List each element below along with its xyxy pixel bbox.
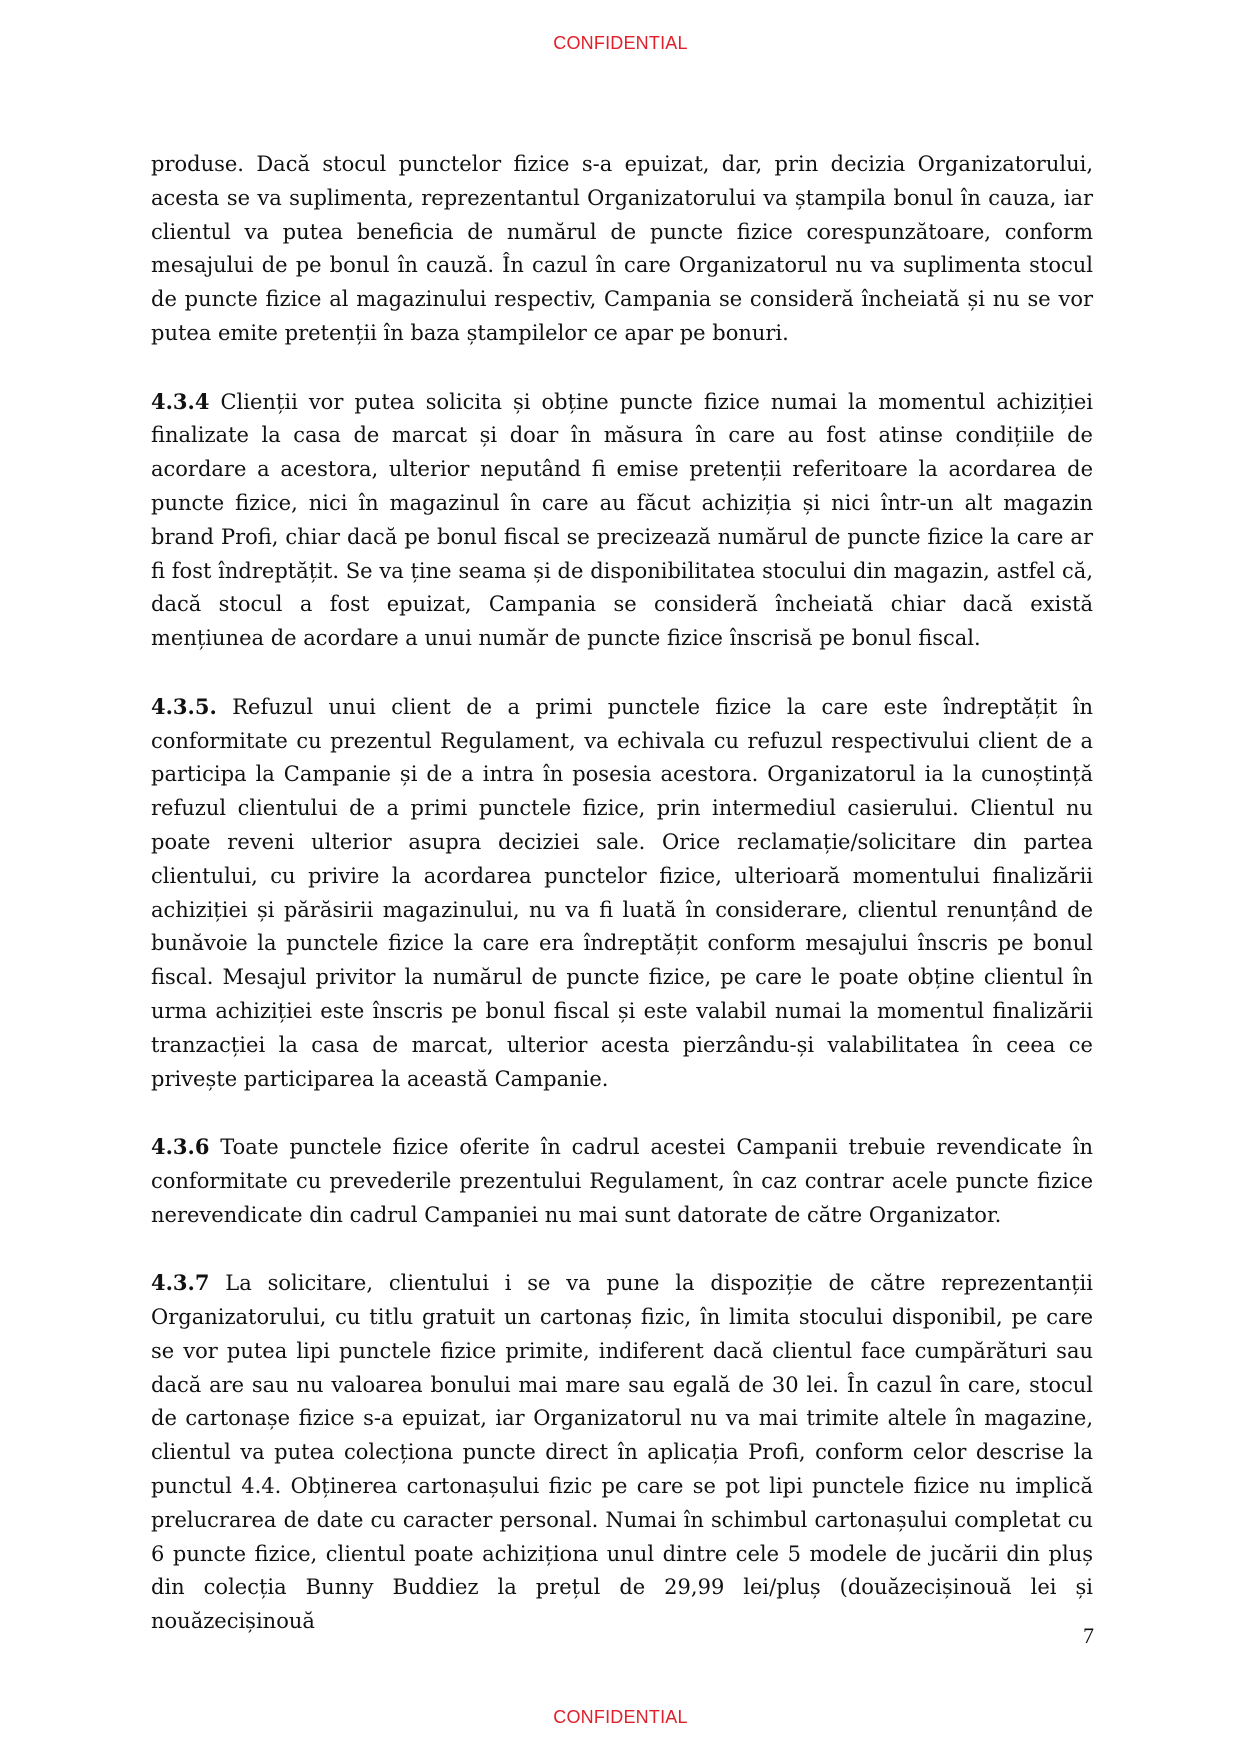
paragraph-text: Toate punctele fizice oferite în cadrul acestei Campanii trebuie revendicate în conformitate cu prevederile prezentului Regulament, în caz contrar acele puncte fizice nerevendicate din cadrul Campaniei nu mai sunt datorate de către Organizator. [151, 1135, 1093, 1227]
paragraph-4-3-4 [151, 385, 1093, 656]
page-number: 7 [1083, 1623, 1094, 1648]
section-number: 4.3.4 [151, 388, 210, 414]
paragraph-text: produse. Dacă stocul punctelor fizice s-a epuizat, dar, prin decizia Organizatorului, acesta se va suplimenta, reprezentantul Organizatorului va ștampila bonul în cauza, iar clientul va putea beneficia de numărul de puncte fizice corespunzătoare, conform mesajului de pe bonul în cauză. În cazul în care Organizatorul nu va suplimenta stocul de puncte fizice al magazinului respectiv, Campania se consideră încheiată și nu se vor putea emite pretenții în baza ștampilelor ce apar pe bonuri. [151, 152, 1093, 345]
paragraph-text: Refuzul unui client de a primi punctele fizice la care este îndreptățit în conformitate cu prezentul Regulament, va echivala cu refuzul respectivului client de a participa la Campanie și de a intra în posesia acestora. Organizatorul ia la cunoștință refuzul clientului de a primi punctele fizice, prin intermediul casierului. Clientul nu poate reveni ulterior asupra deciziei sale. Orice reclamație/solicitare din partea clientului, cu privire la acordarea punctelor fizice, ulterioară momentului finalizării achiziției și părăsirii magazinului, nu va fi luată în considerare, clientul renunțând de bunăvoie la punctele fizice la care era îndreptățit conform mesajului înscris pe bonul fiscal. Mesajul privitor la numărul de puncte fizice, pe care le poate obține clientul în urma achiziției este înscris pe bonul fiscal și este valabil numai la momentul finalizării tranzacției la casa de marcat, ulterior acesta pierzându-și valabilitatea în ceea ce privește participarea la această Campanie. [151, 694, 1093, 1091]
section-number: 4.3.6 [151, 1134, 210, 1160]
document-body [151, 148, 1093, 1639]
paragraph-text: Clienții vor putea solicita și obține puncte fizice numai la momentul achiziției finalizate la casa de marcat și doar în măsura în care au fost atinse condițiile de acordare a acestora, ulterior neputând fi emise pretenții referitoare la acordarea de puncte fizice, nici în magazinul în care au făcut achiziția și nici într-un alt magazin brand Profi, chiar dacă pe bonul fiscal se precizează numărul de puncte fizice la care ar fi fost îndreptățit. Se va ține seama și de disponibilitatea stocului din magazin, astfel că, dacă stocul a fost epuizat, Campania se consideră încheiată chiar dacă există mențiunea de acordare a unui număr de puncte fizice înscrisă pe bonul fiscal. [151, 389, 1093, 651]
paragraph-text: La solicitare, clientului i se va pune la dispoziție de către reprezentanții Organizatorului, cu titlu gratuit un cartonaș fizic, în limita stocului disponibil, pe care se vor putea lipi punctele fizice primite, indiferent dacă clientul face cumpărături sau dacă are sau nu valoarea bonului mai mare sau egală de 30 lei. În cazul în care, stocul de cartonașe fizice s-a epuizat, iar Organizatorul nu va mai trimite altele în magazine, clientul va putea colecționa puncte direct în aplicația Profi, conform celor descrise la punctul 4.4. Obținerea cartonașului fizic pe care se pot lipi punctele fizice nu implică prelucrarea de date cu caracter personal. Numai în schimbul cartonașului completat cu 6 puncte fizice, clientul poate achiziționa unul dintre cele 5 modele de jucării din pluș din colecția Bunny Buddiez la prețul de 29,99 lei/pluș (douăzecișinouă lei și nouăzecișinouă [151, 1271, 1093, 1634]
paragraph-continuation [151, 148, 1093, 351]
paragraph-4-3-5 [151, 690, 1093, 1097]
paragraph-4-3-7 [151, 1266, 1093, 1639]
section-number: 4.3.5. [151, 693, 217, 719]
confidential-footer: CONFIDENTIAL [553, 1707, 688, 1727]
confidential-header: CONFIDENTIAL [553, 33, 688, 53]
paragraph-4-3-6 [151, 1130, 1093, 1232]
section-number: 4.3.7 [151, 1270, 210, 1296]
